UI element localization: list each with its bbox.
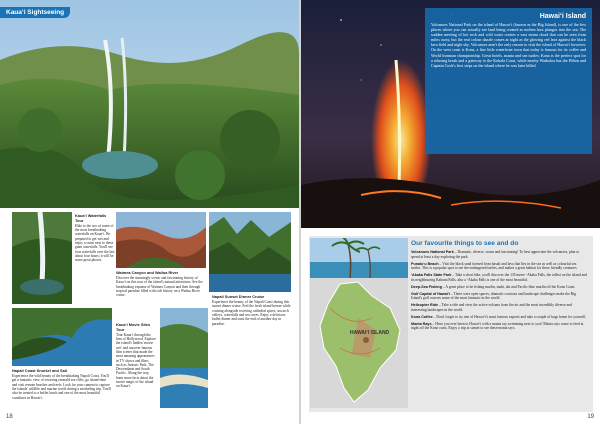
napali-coast-photo xyxy=(209,212,291,292)
favourite-item: Manta Rays – Have you ever been to Hawai‘i with a manta ray swimming next to you? Manta rays come to feed at night off the Kona coast. Enjoy a trip at sunset to see these manta rays. xyxy=(411,321,584,330)
movie-tour-text: Tour Kaua‘i through the lens of Hollywood. Explore the island's hidden 'movie sets' and uncover famous film scenes that made the most amazing appearances in TV shows and films such as Jurassic Park, The Descendants and South Pacific. Along the way, learn more facts about the movie magic of the island on Kaua‘i. xyxy=(116,332,156,389)
favourite-item: Punalu‘u Beach – Visit the black sand formed from basalt and lava that lies in the sea as well as colourful sea turtles. This is a popular spot to see the endangered turtles, and makes a great habitat for these friendly creatures. xyxy=(411,261,578,270)
map-label: HAWAI‘I ISLAND xyxy=(350,330,390,336)
left-page-number: 18 xyxy=(6,414,13,420)
napali-snorkel-text: Experience the wild beauty of the breathtaking Napali Coast. You'll get a fantastic view of towering emerald sea cliffs, go island-time and visit remote beaches and reefs. Look for your camera to capture the islands' wildlife and marine world during a snorkeling trip. You'll also be treated to a buffet lunch and one of the most beautiful coastlines in Hawai‘i. xyxy=(12,374,112,400)
palm-beach-photo xyxy=(310,238,408,278)
favourites-list xyxy=(411,250,587,333)
favourite-item: Golf Capital of Hawai‘i – There were open spaces, dramatic contours and landscape challenges make the Big Island's golf courses some of the most fantastic in the world. xyxy=(411,291,577,300)
waterfall-tour-title: Kaua‘i Waterfalls Tour xyxy=(75,213,107,223)
napali-coast-cliffs-photo xyxy=(12,308,112,366)
napali-sunset-text: Experience the beauty of the Napali Coast during this sunset dinner cruise. Feel the fresh island breeze while cruising alongside towering cathedral spires, sea arch valleys, waterfalls and sea caves. Enjoy a delicious buffet dinner and toast the end of another day in paradise. xyxy=(212,300,291,326)
waterfall-tour-text: Hike to the two of some of the most breathtaking waterfalls on Kaua‘i. Be prepared to get wet and enjoy a swim next to these giant waterfalls. You'll see four waterfalls over the last about four hours; it will be some great photos. xyxy=(75,223,115,263)
napali-sunset-title: Napali Sunset Dinner Cruise xyxy=(212,294,265,299)
favourites-title: Our favourite things to see and do xyxy=(411,240,519,247)
hawaii-island-text: Volcanoes National Park on the island of Hawai‘i (known as the Big Island), is one of the few places where you can actually see land being created as molten lava plunges into the sea. The sudden meeting of hot rock and cold water creates a vast steam cloud that can be seen from miles away, but the real colour dazzle comes at night as the glowing red lava against the black lava field and night sky. Volcanoes aren't the only reason to visit the island of Hawai‘i however. On the west coast is Kona, a fine little waterfront town that today is famous for its coffee and World Ironman championship. Great hotels, manta and sea turtles; Kona is the perfect spot for a relaxing break and a gateway to the Kohala Coast, while nearby Waikoloa has the Hilton and Captain Cook's first steps on the island where he was later killed. xyxy=(431,22,586,68)
waimea-caption xyxy=(116,271,206,298)
waterfall-hero-photo xyxy=(0,0,299,208)
waimea-text: Discover the stunningly scenic and fascinating history of Kaua‘i on this tour of the island's natural attractions. See the breathtaking expanse of Waimea Canyon and then through tropical paradise filled with rich history on a Wailua River cruise. xyxy=(116,276,203,298)
favourite-item: Helicopter Ride – Take a ride and view the active volcano from the air and the most incredibly diverse and interesting landscapes in the world. xyxy=(411,303,572,312)
favourite-item: Deep-Sea Fishing – A great place to be fishing marlin, mahi, ahi and Pacific blue marlin off the Kona Coast. xyxy=(411,284,576,289)
canyon-photo xyxy=(116,212,206,268)
movie-sites-photo xyxy=(160,308,208,408)
right-page-number: 19 xyxy=(587,414,594,420)
favourite-item: Kona Coffee – Don't forget to try one of Hawai‘i's most famous exports and take a couple of bags home for yourself. xyxy=(411,314,587,319)
section-tag: Kaua‘i Sightseeing xyxy=(0,7,70,18)
napali-snorkel-caption xyxy=(12,369,112,400)
movie-tour-title: Kaua‘i Movie Sites Tour xyxy=(116,322,151,332)
waimea-title: Waimea Canyon and Wailua River xyxy=(116,270,179,275)
movie-tour-caption xyxy=(116,323,156,389)
hawaii-island-title: Hawai‘i Island xyxy=(539,13,586,20)
hawaii-island-map xyxy=(310,278,408,408)
hawaii-island-box xyxy=(425,8,592,154)
napali-sunset-caption xyxy=(212,295,294,326)
favourite-item: ‘Akaka Falls State Park – Take a short hike, you'll discover the 135 metre ‘Akaka Falls, the tallest on the island and its neighbouring Kahuna Falls, also a ‘Akaka Falls is one of the most beautiful. xyxy=(411,273,587,282)
waterfall-hike-photo xyxy=(12,212,72,304)
napali-snorkel-title: Napali Coast Snorkel and Sail xyxy=(12,368,67,373)
favourite-item: Volcanoes National Park – Dramatic, diverse, warm and fascinating! To best appreciate the volcanoes, plan to spend at least a day exploring the park. xyxy=(411,250,580,259)
waterfall-tour-caption xyxy=(75,214,115,262)
